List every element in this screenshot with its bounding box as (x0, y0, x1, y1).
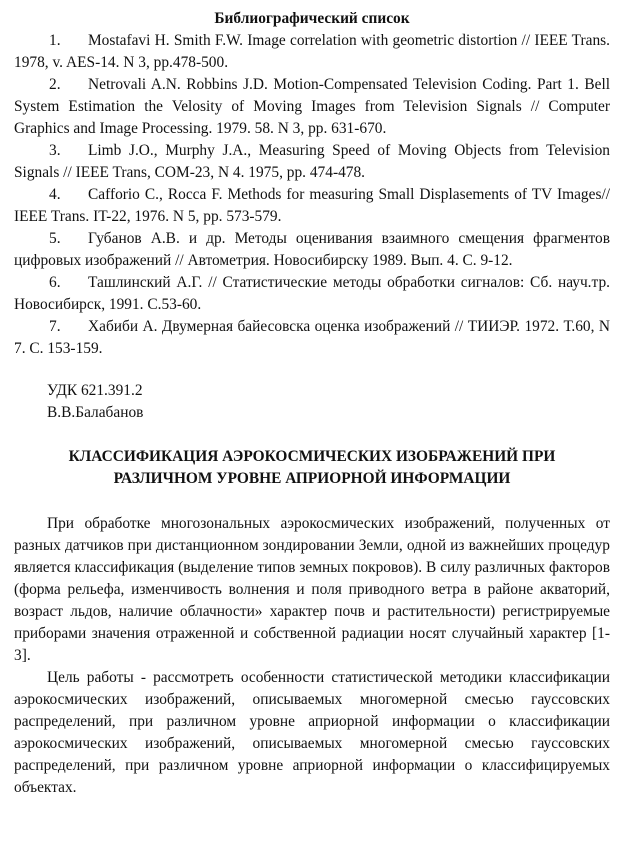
item-text: Хабиби А. Двумерная байесовска оценка изображений // ТИИЭР. 1972. Т.60, N 7. С. 153-159. (14, 318, 610, 357)
item-text: Mostafavi H. Smith F.W. Image correlation with geometric distortion // IEEE Trans. 1978, v. AES-14. N 3, pp.478-500. (14, 32, 610, 71)
body-paragraph-1: При обработке многозональных аэрокосмических изображений, полученных от разных датчиков при дистанционном зондировании Земли, одной из важнейших процедур является классификация (выделение типов земных покровов). В силу различных факторов (форма рельефа, изменчивость волнения и поля приводного ветра в районе акваторий, возраст льдов, наличие облачности» характер почв и растительности) регистрируемые приборами значения отраженной и собственной радиации носят случайный характер [1-3]. (14, 515, 610, 664)
item-number: 3. (49, 142, 61, 159)
bibliography-item (14, 272, 610, 316)
item-text: Губанов А.В. и др. Методы оценивания взаимного смещения фрагментов цифровых изображений // Автометрия. Новосибирску 1989. Вып. 4. С. 9-12. (14, 230, 610, 269)
bibliography-item (14, 316, 610, 360)
bibliography-heading: Библиографический список (214, 10, 410, 27)
article-title (14, 446, 610, 490)
title-line-2: РАЗЛИЧНОМ УРОВНЕ АПРИОРНОЙ ИНФОРМАЦИИ (113, 470, 511, 487)
bibliography-list (14, 30, 610, 360)
item-number: 1. (49, 32, 61, 49)
item-text: Ташлинский А.Г. // Статистические методы обработки сигналов: Сб. науч.тр. Новосибирск, 1991. С.53-60. (14, 274, 610, 313)
bibliography-item (14, 30, 610, 74)
body-paragraph-2: Цель работы - рассмотреть особенности статистической методики классификации аэрокосмических изображений, описываемых многомерной смесью гауссовских распределений, при различном уровне априорной информации о классификации аэрокосмических изображений, описываемых многомерной смесью гауссовских распределений, при различном уровне априорной информации о классифицируемых объектах. (14, 669, 610, 796)
item-number: 2. (49, 76, 61, 93)
item-number: 5. (49, 230, 61, 247)
author-name: В.В.Балабанов (47, 404, 144, 421)
item-number: 6. (49, 274, 61, 291)
item-text: Netrovali A.N. Robbins J.D. Motion-Compensated Television Coding. Part 1. Bell System Estimation the Velosity of Moving Images from Television Signals // Computer Graphics and Image Processing. 1979. 58. N 3, pp. 631-670. (14, 76, 610, 137)
bibliography-item (14, 140, 610, 184)
title-line-1: КЛАССИФИКАЦИЯ АЭРОКОСМИЧЕСКИХ ИЗОБРАЖЕНИЙ ПРИ (68, 448, 556, 465)
item-number: 7. (49, 318, 61, 335)
article-meta (47, 380, 610, 424)
bibliography-item (14, 74, 610, 140)
item-text: Limb J.O., Murphy J.A., Measuring Speed of Moving Objects from Television Signals // IEEE Trans, COM-23, N 4. 1975, pp. 474-478. (14, 142, 610, 181)
item-number: 4. (49, 186, 61, 203)
bibliography-item (14, 184, 610, 228)
udk-code: УДК 621.391.2 (47, 382, 143, 399)
bibliography-item (14, 228, 610, 272)
item-text: Cafforio C., Rocca F. Methods for measuring Small Displasements of TV Images// IEEE Trans. IT-22, 1976. N 5, pp. 573-579. (14, 186, 610, 225)
